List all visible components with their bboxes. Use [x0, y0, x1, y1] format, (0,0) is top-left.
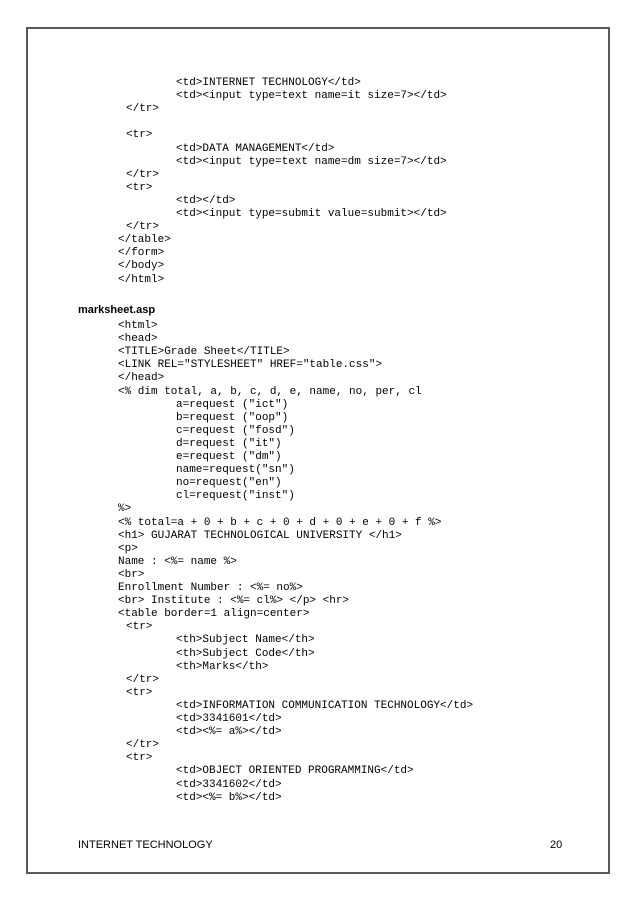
code-line: </head> [118, 372, 165, 385]
code-line: </table> [118, 234, 171, 247]
code-line: <head> [118, 333, 158, 346]
code-line: <tr> [126, 686, 153, 699]
code-line: %> [118, 503, 132, 516]
code-line: <LINK REL="STYLESHEET" HREF="table.css"> [118, 359, 383, 372]
code-line: <html> [118, 320, 158, 332]
code-line: <td>DATA MANAGEMENT</td> [176, 142, 335, 155]
page-number: 20 [550, 839, 563, 851]
code-line: <td><input type=text name=it size=7></td> [176, 90, 447, 103]
code-line: </tr> [126, 739, 160, 752]
code-line: <TITLE>Grade Sheet</TITLE> [118, 346, 290, 359]
code-line: </html> [118, 273, 165, 286]
code-line: a=request ("ict") [176, 398, 289, 411]
code-line: <tr> [126, 181, 153, 194]
code-line: Name : <%= name %> [118, 555, 237, 568]
code-line: <td><input type=submit value=submit></td> [176, 208, 447, 220]
code-line: <td>OBJECT ORIENTED PROGRAMMING</td> [176, 765, 414, 778]
code-line: <% total=a + 0 + b + c + 0 + d + 0 + e + 0 + f %> [118, 516, 442, 529]
code-line: <td>3341602</td> [176, 778, 282, 791]
code-line: c=request ("fosd") [176, 424, 295, 437]
code-line: <td>INTERNET TECHNOLOGY</td> [176, 77, 361, 89]
footer-title: INTERNET TECHNOLOGY [78, 839, 213, 851]
code-line: </tr> [126, 168, 160, 181]
code-line: cl=request("inst") [176, 490, 295, 503]
code-line: </tr> [126, 103, 160, 116]
code-line: <th>Subject Name</th> [176, 634, 315, 647]
code-line: <p> [118, 542, 138, 555]
code-line: b=request ("oop") [176, 411, 289, 424]
code-line: <tr> [126, 621, 153, 634]
code-line: <table border=1 align=center> [118, 608, 310, 621]
code-line: <% dim total, a, b, c, d, e, name, no, per, cl [118, 385, 422, 398]
code-line: <tr> [126, 752, 153, 765]
code-line: name=request("sn") [176, 464, 295, 477]
code-line: Enrollment Number : <%= no%> [118, 582, 303, 594]
code-line: </form> [118, 247, 165, 260]
code-line: <td><%= b%></td> [176, 791, 282, 804]
code-line: no=request("en") [176, 477, 282, 490]
code-line: </tr> [126, 673, 160, 686]
code-line: d=request ("it") [176, 437, 282, 450]
code-line: <td>INFORMATION COMMUNICATION TECHNOLOGY</td> [176, 699, 474, 712]
code-line: <th>Subject Code</th> [176, 647, 315, 660]
code-line: <td></td> [176, 194, 236, 207]
section-heading: marksheet.asp [78, 304, 156, 316]
code-line: <br> Institute : <%= cl%> </p> <hr> [118, 595, 350, 608]
code-line: <br> [118, 568, 145, 581]
code-line: </body> [118, 260, 165, 273]
code-line: <td><%= a%></td> [176, 726, 282, 739]
code-line: e=request ("dm") [176, 451, 282, 463]
code-line: <td>3341601</td> [176, 713, 282, 725]
code-line: <td><input type=text name=dm size=7></td> [176, 155, 447, 168]
code-line: <h1> GUJARAT TECHNOLOGICAL UNIVERSITY </h1> [118, 529, 402, 542]
code-line: <tr> [126, 129, 153, 142]
code-line: </tr> [126, 221, 160, 234]
code-line: <th>Marks</th> [176, 660, 269, 673]
